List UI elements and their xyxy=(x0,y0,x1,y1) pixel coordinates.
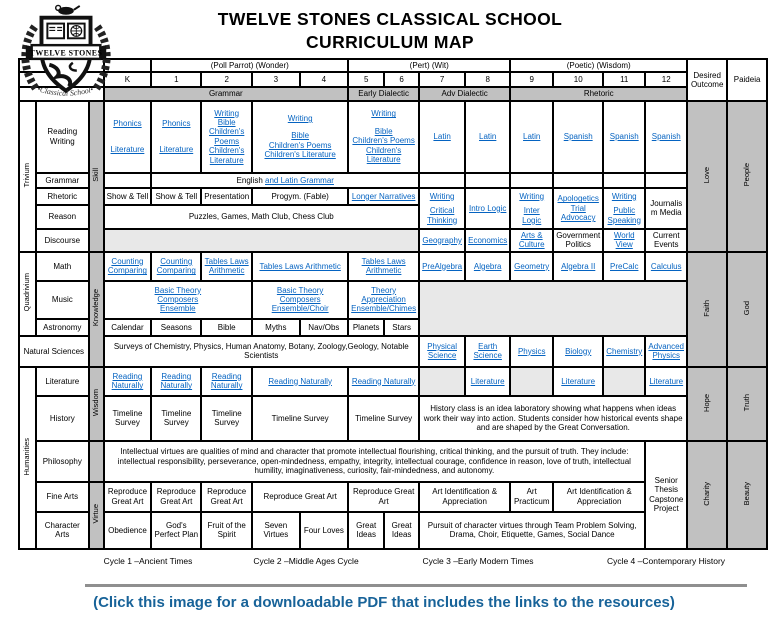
cell-character-2: Fruit of the Spirit xyxy=(201,512,252,549)
link-childrens-literature[interactable]: Children's Literature xyxy=(209,146,245,165)
desired-outcome-header: Desired Outcome xyxy=(687,59,727,101)
section-label-trivium: Trivium xyxy=(19,101,36,252)
outcome-faith: Faith xyxy=(687,252,727,367)
row-label-natural-sciences: Natural Sciences xyxy=(19,336,89,367)
stage-header-poetic: (Poetic) (Wisdom) xyxy=(510,59,687,72)
link-bible[interactable]: Bible xyxy=(217,118,236,127)
cell-history-2: Timeline Survey xyxy=(201,396,252,441)
cell-character-4: Four Loves xyxy=(300,512,349,549)
cell-math-5-6[interactable]: Tables Laws Arithmetic xyxy=(348,252,419,281)
cell-literature-1[interactable]: Reading Naturally xyxy=(151,367,201,396)
link-composers[interactable]: Composers xyxy=(279,295,321,305)
cell-character-7-11-pursuit: Pursuit of character virtues through Team Problem Solving, Drama, Choir, Etiquette, Games, Social Dance xyxy=(419,512,645,549)
grade-col-header-5: 5 xyxy=(348,72,384,87)
grade-col-header-12: 12 xyxy=(645,72,687,87)
cell-rhetoric-3-4: Progym. (Fable) xyxy=(252,188,348,205)
cycle-3-label: Cycle 3 –Early Modern Times xyxy=(422,556,534,566)
cell-grammar-12-empty xyxy=(645,173,687,188)
cell-math-8-algebra[interactable]: Algebra xyxy=(465,252,510,281)
cell-character-1: God's Perfect Plan xyxy=(151,512,201,549)
cell-grammar-k-empty xyxy=(104,173,152,188)
link-childrens-poems[interactable]: Children's Poems xyxy=(352,136,415,146)
cell-literature-2[interactable]: Reading Naturally xyxy=(201,367,252,396)
cell-literature-11-empty xyxy=(603,367,645,396)
cell-literature-5-6[interactable]: Reading Naturally xyxy=(348,367,419,396)
cell-music-5-6 xyxy=(348,281,419,319)
cell-discourse-8-economics[interactable]: Economics xyxy=(465,229,510,252)
link-writing[interactable]: Writing xyxy=(214,108,240,118)
row-label-fine-arts: Fine Arts xyxy=(36,482,89,512)
divider xyxy=(85,584,747,587)
cell-rhetoric-k: Show & Tell xyxy=(104,188,152,205)
grade-col-header-2: 2 xyxy=(201,72,252,87)
cell-math-2[interactable]: Tables Laws Arithmetic xyxy=(201,252,252,281)
logo-ribbon-text: •Classical School• xyxy=(36,84,95,98)
link-basic-theory[interactable]: Basic Theory xyxy=(154,285,202,295)
row-label-astronomy: Astronomy xyxy=(36,319,89,336)
paideia-people: People xyxy=(727,101,767,252)
cell-natsci-8-earth-science[interactable]: Earth Science xyxy=(465,336,510,367)
cell-literature-8[interactable]: Literature xyxy=(465,367,510,396)
cycle-4-label: Cycle 4 –Contemporary History xyxy=(606,556,726,566)
logo-banner-text: TWELVE STONES xyxy=(29,48,103,58)
band-rhetoric: Rhetoric xyxy=(510,87,687,100)
cell-grammar-7-empty xyxy=(419,173,465,188)
cell-reading-7-latin[interactable]: Latin xyxy=(419,101,465,173)
band-adv-dialectic: Adv Dialectic xyxy=(419,87,510,100)
cycle-2-label: Cycle 2 –Middle Ages Cycle xyxy=(253,556,359,566)
cell-rhetoric-reason-10 xyxy=(553,188,603,229)
grade-col-header-k: K xyxy=(104,72,152,87)
link-bible[interactable]: Bible xyxy=(374,126,393,136)
page-title xyxy=(120,8,660,54)
cell-literature-3-4[interactable]: Reading Naturally xyxy=(252,367,348,396)
cell-reading-1 xyxy=(151,101,201,173)
link-theory-appreciation[interactable]: Theory Appreciation xyxy=(361,285,406,305)
grade-col-header-11: 11 xyxy=(603,72,645,87)
paideia-header: Paideia xyxy=(727,59,767,101)
grade-col-header-3: 3 xyxy=(252,72,299,87)
cell-reason-k-6: Puzzles, Games, Math Club, Chess Club xyxy=(104,205,420,229)
cell-astronomy-k-calendar: Calendar xyxy=(104,319,152,336)
cell-character-5: Great Ideas xyxy=(348,512,384,549)
cell-math-3-4[interactable]: Tables Laws Arithmetic xyxy=(252,252,348,281)
section-label-humanities: Humanities xyxy=(19,367,36,549)
pdf-download-link[interactable]: (Click this image for a downloadable PDF that includes the links to the resources) xyxy=(93,594,675,611)
cell-finearts-k: Reproduce Great Art xyxy=(104,482,152,512)
link-ensemble-chimes[interactable]: Ensemble/Chimes xyxy=(351,304,417,314)
row-label-history: History xyxy=(36,396,89,441)
link-childrens-poems[interactable]: Children's Poems xyxy=(268,140,332,150)
grade-col-header-6: 6 xyxy=(384,72,419,87)
cell-finearts-5-6: Reproduce Great Art xyxy=(348,482,419,512)
cell-literature-12[interactable]: Literature xyxy=(645,367,687,396)
cell-rhetoric-1: Show & Tell xyxy=(151,188,201,205)
grade-col-header-8: 8 xyxy=(465,72,510,87)
cell-reading-8-latin[interactable]: Latin xyxy=(465,101,510,173)
link-composers[interactable]: Composers xyxy=(157,295,199,305)
cell-grammar-11-empty xyxy=(603,173,645,188)
column-label-skill: Skill xyxy=(89,101,104,252)
link-literature[interactable]: Literature xyxy=(159,144,194,154)
cell-math-1[interactable]: Counting Comparing xyxy=(151,252,201,281)
cell-character-6: Great Ideas xyxy=(384,512,419,549)
cell-discourse-9-arts-culture[interactable]: Arts & Culture xyxy=(510,229,553,252)
link-critical-thinking[interactable]: Critical Thinking xyxy=(426,206,458,225)
link-writing[interactable]: Writing xyxy=(287,114,313,123)
cell-math-12-calculus[interactable]: Calculus xyxy=(645,252,687,281)
cell-math-11-precalc[interactable]: PreCalc xyxy=(603,252,645,281)
link-latin-grammar[interactable]: and Latin Grammar xyxy=(265,175,334,185)
cell-math-7-prealgebra[interactable]: PreAlgebra xyxy=(419,252,465,281)
cell-history-k: Timeline Survey xyxy=(104,396,152,441)
link-bible[interactable]: Bible xyxy=(291,131,310,141)
cell-astronomy-1-seasons: Seasons xyxy=(151,319,201,336)
cell-music-astronomy-7-12-empty xyxy=(419,281,687,336)
cell-reading-11-spanish[interactable]: Spanish xyxy=(603,101,645,173)
row-label-literature: Literature xyxy=(36,367,89,396)
cell-finearts-9-practicum: Art Practicum xyxy=(510,482,553,512)
row-label-rhetoric: Rhetoric xyxy=(36,188,89,205)
link-public-speaking[interactable]: Public Speaking xyxy=(607,206,641,225)
cell-history-5-6: Timeline Survey xyxy=(348,396,419,441)
page-title-line2: CURRICULUM MAP xyxy=(306,31,474,52)
cell-literature-10[interactable]: Literature xyxy=(553,367,603,396)
cell-grammar-1-6 xyxy=(151,173,419,188)
cell-discourse-10-government: Government Politics xyxy=(553,229,603,252)
grade-col-header-9: 9 xyxy=(510,72,553,87)
band-early-dialectic: Early Dialectic xyxy=(348,87,419,100)
cell-natsci-12-adv-physics[interactable]: Advanced Physics xyxy=(645,336,687,367)
cell-astronomy-2-bible: Bible xyxy=(201,319,252,336)
globe-icon xyxy=(68,24,85,39)
cell-literature-7-empty xyxy=(419,367,465,396)
cell-rhetoric-5-6-longer-narratives[interactable]: Longer Narratives xyxy=(348,188,419,205)
link-phonics[interactable]: Phonics xyxy=(113,119,142,129)
row-label-philosophy: Philosophy xyxy=(36,441,89,482)
link-writing[interactable]: Writing xyxy=(429,191,455,201)
outcome-hope: Hope xyxy=(687,367,727,441)
link-trial-advocacy[interactable]: Trial Advocacy xyxy=(560,203,596,223)
link-writing[interactable]: Writing xyxy=(371,109,396,119)
link-childrens-literature[interactable]: Children's Literature xyxy=(264,150,336,160)
row-label-reason: Reason xyxy=(36,205,89,229)
cell-grammar-9-empty xyxy=(510,173,553,188)
cell-grammar-8-empty xyxy=(465,173,510,188)
link-inter-logic[interactable]: Inter Logic xyxy=(522,206,542,225)
cycle-1-label: Cycle 1 –Ancient Times xyxy=(103,556,193,566)
outcome-charity: Charity xyxy=(687,441,727,549)
row-label-music: Music xyxy=(36,281,89,319)
cell-math-k[interactable]: Counting Comparing xyxy=(104,252,152,281)
cell-reading-5-6 xyxy=(348,101,419,173)
row-label-grammar: Grammar xyxy=(36,173,89,188)
open-book-icon xyxy=(47,24,64,39)
cell-astronomy-6-stars: Stars xyxy=(384,319,419,336)
cell-literature-k[interactable]: Reading Naturally xyxy=(104,367,152,396)
cell-reading-2 xyxy=(201,101,252,173)
english-text: English xyxy=(236,175,266,185)
cell-natsci-11-chemistry[interactable]: Chemistry xyxy=(603,336,645,367)
cell-character-k-obedience: Obedience xyxy=(104,512,152,549)
cell-natsci-k-6-surveys: Surveys of Chemistry, Physics, Human Anatomy, Botany, Zoology,Geology, Notable Scientists xyxy=(104,336,420,367)
paideia-beauty: Beauty xyxy=(727,441,767,549)
link-writing[interactable]: Writing xyxy=(611,191,637,201)
cell-discourse-12-current-events: Current Events xyxy=(645,229,687,252)
cell-astronomy-4-navobs: Nav/Obs xyxy=(300,319,349,336)
cell-astronomy-5-planets: Planets xyxy=(348,319,384,336)
band-grammar: Grammar xyxy=(104,87,349,100)
cell-history-1: Timeline Survey xyxy=(151,396,201,441)
outcome-love: Love xyxy=(687,101,727,252)
cell-rhetoric-reason-7 xyxy=(419,188,465,229)
cell-reading-9-latin[interactable]: Latin xyxy=(510,101,553,173)
cell-finearts-10-11: Art Identification & Appreciation xyxy=(553,482,645,512)
row-label-discourse: Discourse xyxy=(36,229,89,252)
link-phonics[interactable]: Phonics xyxy=(162,119,191,129)
cell-math-9-geometry[interactable]: Geometry xyxy=(510,252,553,281)
cell-rhetoric-reason-8-intro-logic[interactable]: Intro Logic xyxy=(465,188,510,229)
school-crest-logo xyxy=(12,2,120,104)
cell-natsci-10-biology[interactable]: Biology xyxy=(553,336,603,367)
link-childrens-literature[interactable]: Children's Literature xyxy=(365,145,402,165)
cell-music-3-4 xyxy=(252,281,348,319)
cell-discourse-k-6-empty xyxy=(104,229,420,252)
cell-history-7-12-description: History class is an idea laboratory showing what happens when ideas work their way into action. Students consider how historical events shape and are shaped by the Great Conversation. xyxy=(419,396,687,441)
cell-finearts-3-4: Reproduce Great Art xyxy=(252,482,348,512)
link-writing[interactable]: Writing xyxy=(519,191,545,201)
cell-natsci-9-physics[interactable]: Physics xyxy=(510,336,553,367)
cell-philosophy-k-11-description: Intellectual virtues are qualities of mind and character that promote intellectual flourishing, critical thinking, and the pursuit of truth. They include: intellectual responsibility, perseverance, open-mindedness, empathy, integrity, intellectual courage, confidence in reason, love of truth, intellectual humility, imaginativeness, curiosity, fair-mindedness, and autonomy. xyxy=(104,441,646,482)
link-apologetics[interactable]: Apologetics xyxy=(557,194,599,204)
cell-reading-12-spanish[interactable]: Spanish xyxy=(645,101,687,173)
cell-reading-3-4 xyxy=(252,101,348,173)
cell-character-3: Seven Virtues xyxy=(252,512,299,549)
cell-finearts-1: Reproduce Great Art xyxy=(151,482,201,512)
cell-discourse-11-world-view[interactable]: World View xyxy=(603,229,645,252)
cell-reading-10-spanish[interactable]: Spanish xyxy=(553,101,603,173)
banner-ribbon xyxy=(26,45,106,60)
cell-literature-9-empty xyxy=(510,367,553,396)
cell-music-k-2 xyxy=(104,281,253,319)
column-label-knowledge: Knowledge xyxy=(89,252,104,367)
cell-senior-thesis-capstone: Senior Thesis Capstone Project xyxy=(645,441,687,549)
lamp-icon xyxy=(56,5,80,14)
cell-philosophy-narrow-empty xyxy=(89,441,104,482)
stage-header-poll-parrot: (Poll Parrot) (Wonder) xyxy=(151,59,348,72)
cell-discourse-7-geography[interactable]: Geography xyxy=(419,229,465,252)
cell-rhetoric-reason-9 xyxy=(510,188,553,229)
column-label-wisdom: Wisdom xyxy=(89,367,104,441)
link-childrens-poems[interactable]: Children's Poems xyxy=(209,127,245,146)
cell-rhetoric-reason-12-journalism: Journalis m Media xyxy=(645,188,687,229)
grade-col-header-10: 10 xyxy=(553,72,603,87)
paideia-god: God xyxy=(727,252,767,367)
grade-col-header-4: 4 xyxy=(300,72,349,87)
column-label-virtue: Virtue xyxy=(89,482,104,549)
grade-col-header-1: 1 xyxy=(151,72,201,87)
link-basic-theory[interactable]: Basic Theory xyxy=(276,285,324,295)
cell-math-10-algebra2[interactable]: Algebra II xyxy=(553,252,603,281)
link-literature[interactable]: Literature xyxy=(110,144,145,154)
page-title-line1: TWELVE STONES CLASSICAL SCHOOL xyxy=(217,9,563,29)
grade-col-header-7: 7 xyxy=(419,72,465,87)
cell-rhetoric-reason-11 xyxy=(603,188,645,229)
cell-finearts-2: Reproduce Great Art xyxy=(201,482,252,512)
stage-header-pert: (Pert) (Wit) xyxy=(348,59,510,72)
row-label-character-arts: Character Arts xyxy=(36,512,89,549)
link-ensemble[interactable]: Ensemble xyxy=(160,304,196,314)
row-label-reading-writing: Reading Writing xyxy=(36,101,89,173)
cell-grammar-10-empty xyxy=(553,173,603,188)
paideia-truth: Truth xyxy=(727,367,767,441)
cell-natsci-7-physical-science[interactable]: Physical Science xyxy=(419,336,465,367)
cell-astronomy-3-myths: Myths xyxy=(252,319,299,336)
section-label-quadrivium: Quadrivium xyxy=(19,252,36,336)
link-ensemble-choir[interactable]: Ensemble/Choir xyxy=(271,304,329,314)
curriculum-map-table xyxy=(18,58,768,550)
cell-history-3-4: Timeline Survey xyxy=(252,396,348,441)
cell-finearts-7-8: Art Identification & Appreciation xyxy=(419,482,510,512)
row-label-math: Math xyxy=(36,252,89,281)
cell-reading-k xyxy=(104,101,152,173)
cell-rhetoric-2: Presentation xyxy=(201,188,252,205)
